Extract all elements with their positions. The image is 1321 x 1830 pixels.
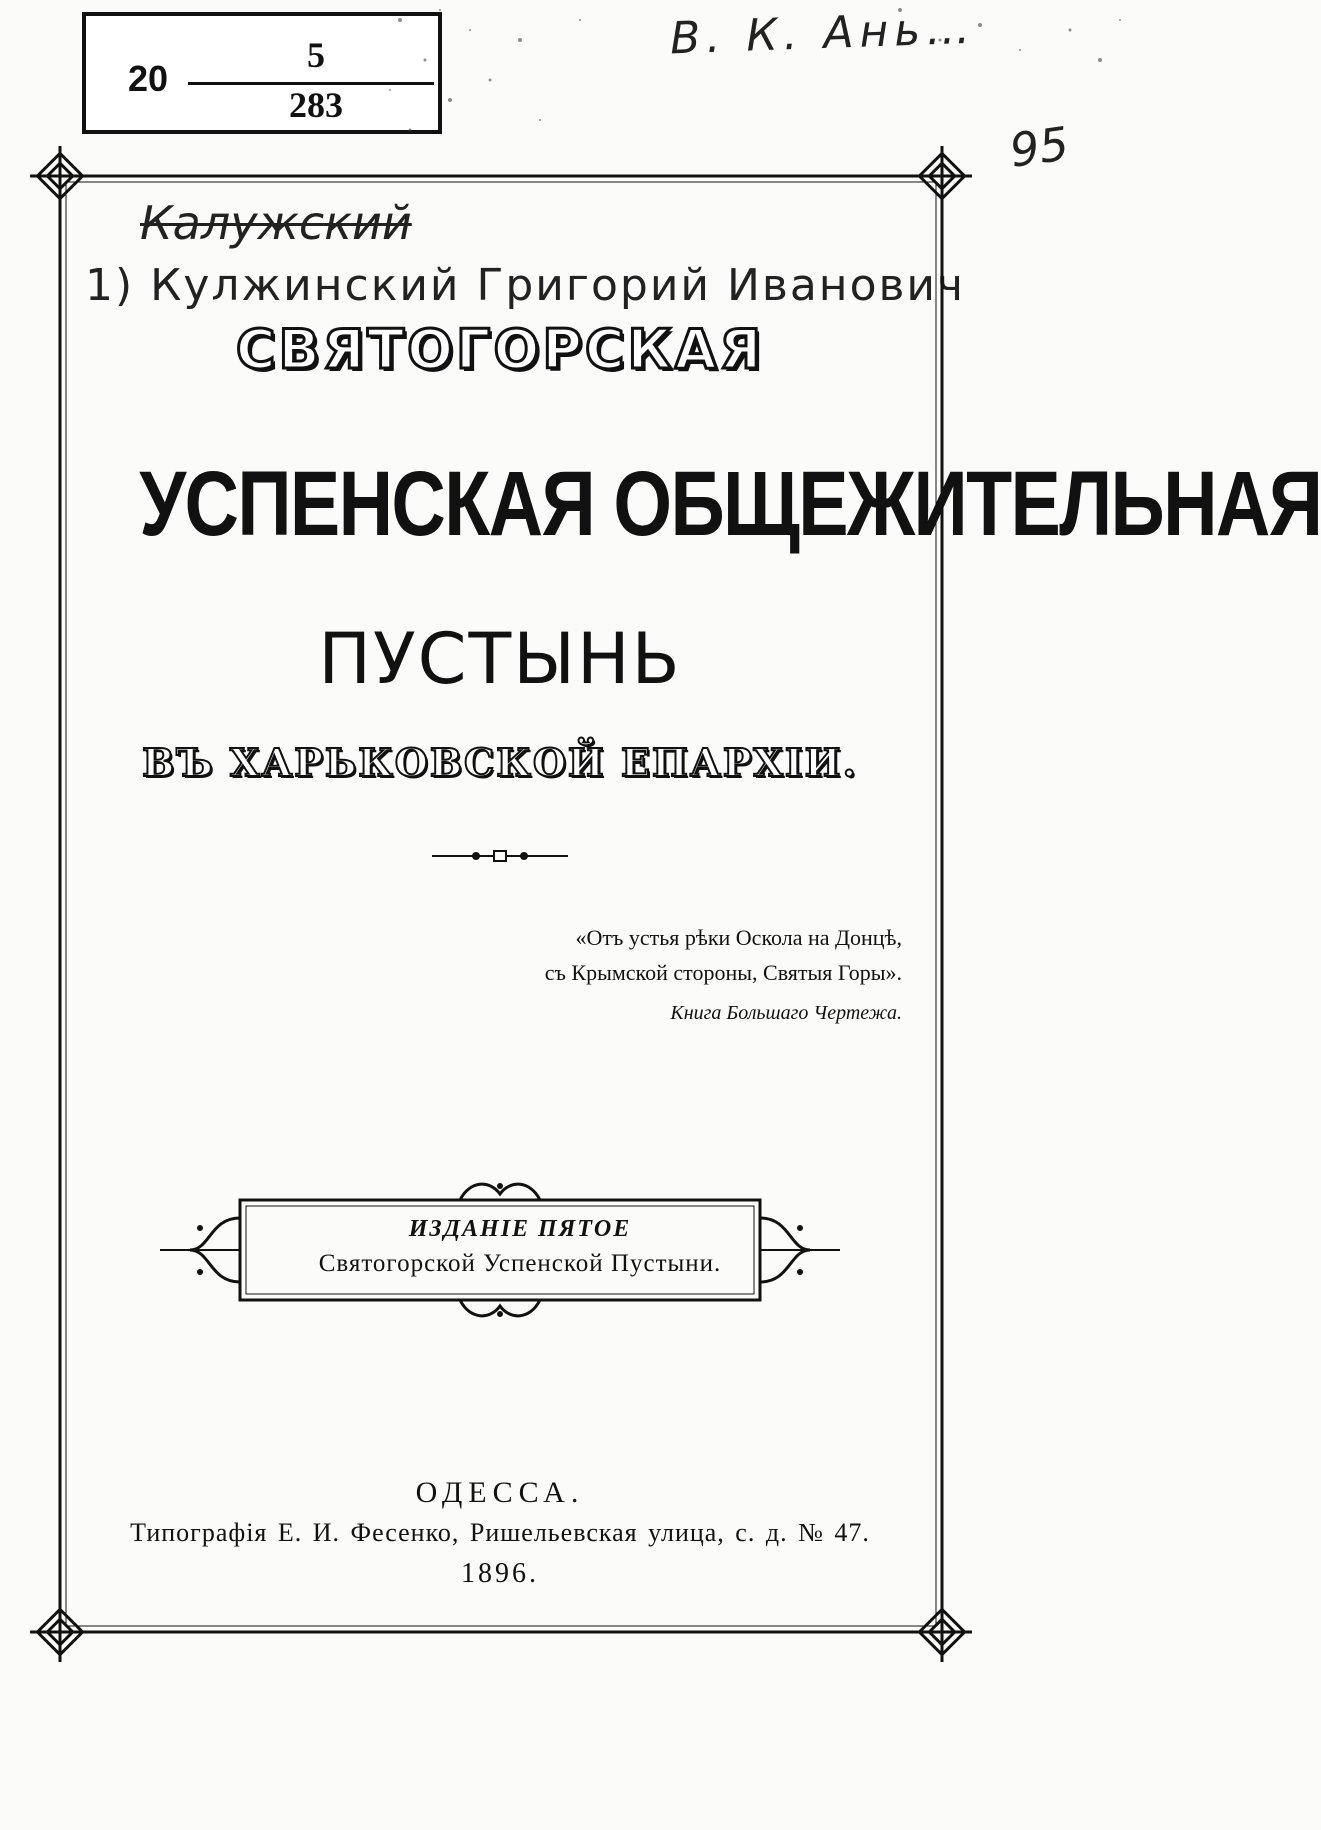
handwritten-struck-name: Калужский xyxy=(140,196,412,250)
imprint-year: 1896. xyxy=(461,1558,539,1589)
epigraph-source: Книга Большаго Чертежа. xyxy=(670,1002,902,1024)
edition-line-2: Святогорской Успенской Пустыни. xyxy=(318,1250,722,1277)
title-line-3: ПУСТЫНЬ xyxy=(318,618,682,700)
handwritten-author-line: 1) Кулжинский Григорий Иванович xyxy=(85,260,966,311)
imprint-city: ОДЕССА. xyxy=(415,1476,585,1509)
epigraph-line-1: «Отъ устья рѣки Оскола на Донцѣ, xyxy=(575,925,902,950)
title-line-4: ВЪ ХАРЬКОВСКОЙ ЕПАРХІИ. xyxy=(142,740,858,785)
handwritten-note-top: В. К. Ань… xyxy=(669,2,977,65)
ornamental-divider xyxy=(432,848,568,864)
stamp-denominator: 283 xyxy=(289,85,343,125)
stamp-numerator: 5 xyxy=(307,35,325,75)
edition-line-1: ИЗДАНІЕ ПЯТОЕ xyxy=(408,1216,632,1242)
title-line-1: СВЯТОГОРСКАЯ xyxy=(235,318,765,381)
handwritten-margin-mark: 95 xyxy=(1006,116,1073,178)
stamp-left-number: 20 xyxy=(128,58,169,99)
imprint-printer: Типографія Е. И. Фесенко, Ришельевская улица, с. д. № 47. xyxy=(130,1518,870,1547)
epigraph-line-2: съ Крымской стороны, Святыя Горы». xyxy=(544,960,902,985)
title-line-2: УСПЕНСКАЯ ОБЩЕЖИТЕЛЬНАЯ xyxy=(139,453,1321,555)
